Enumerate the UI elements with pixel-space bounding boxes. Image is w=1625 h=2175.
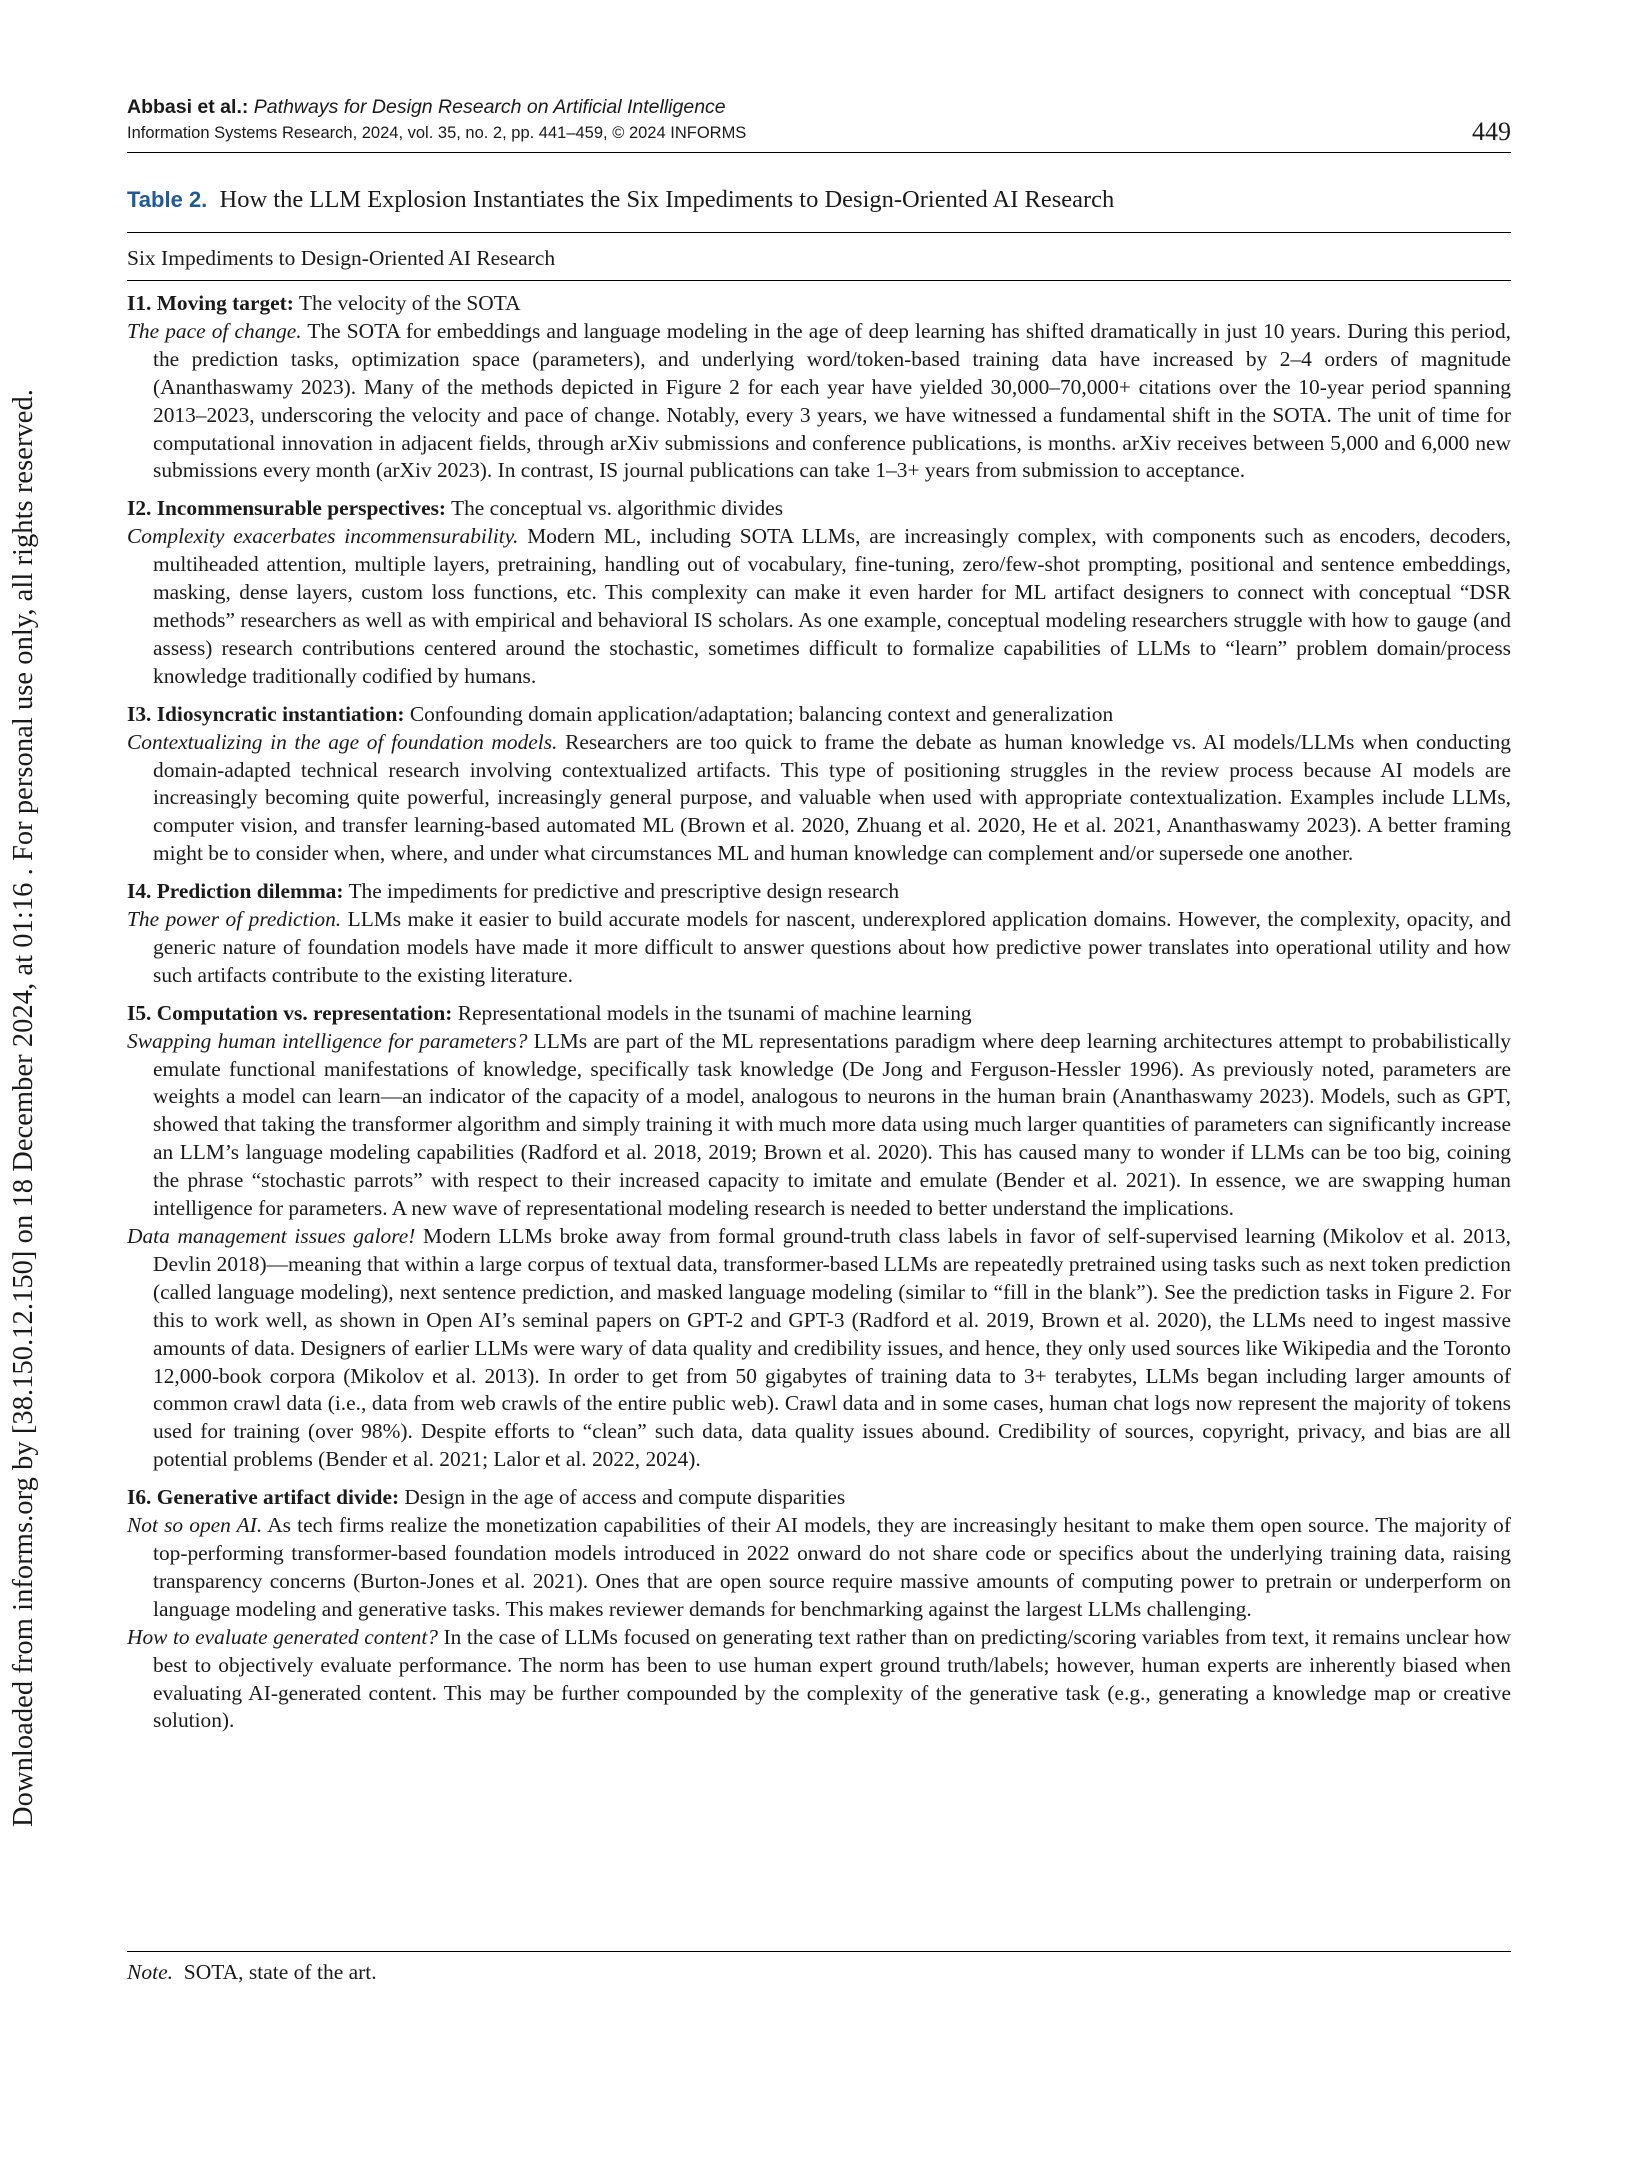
header-journal: Information Systems Research, 2024, vol. 35, no. 2, pp. 441–459, © 2024 INFORMS — [127, 124, 747, 142]
impediment-title — [127, 878, 1511, 906]
paragraph-text: Modern ML, including SOTA LLMs, are increasingly complex, with components such as encoders, decoders, multiheaded attention, multiple layers, pretraining, handling out of vocabulary, fine-tuning, zero/few-shot prompting, positional and sentence embeddings, masking, dense layers, custom loss functions, etc. This complexity can make it even harder for ML artifact designers to connect with conceptual “DSR methods” researchers as well as with empirical and behavioral IS scholars. As one example, conceptual modeling researchers struggle with how to gauge (and assess) research contributions centered around the stochastic, sometimes difficult to formalize capabilities of LLMs to “learn” problem domain/process knowledge traditionally codified by humans. — [153, 524, 1512, 688]
paragraph-text: In the case of LLMs focused on generating text rather than on predicting/scoring variables from text, it remains unclear how best to objectively evaluate performance. The norm has been to use human expert ground truth/labels; however, human experts are inherently biased when evaluating AI-generated content. This may be further compounded by the complexity of the generative task (e.g., generating a knowledge map or creative solution). — [153, 1624, 1511, 1733]
paragraph-text: The SOTA for embeddings and language modeling in the age of deep learning has shifted dramatically in just 10 years. During this period, the prediction tasks, optimization space (parameters), and underlying word/token-based training data have increased by 2–4 orders of magnitude (Ananthaswamy 2023). Many of the methods depicted in Figure 2 for each year have yielded 30,000–70,000+ citations over the 10-year period spanning 2013–2023, underscoring the velocity and pace of change. Notably, every 3 years, we have witnessed a fundamental shift in the SOTA. The unit of time for computational innovation in adjacent fields, through arXiv submissions and conference publications, is months. arXiv receives between 5,000 and 6,000 new submissions every month (arXiv 2023). In contrast, IS journal publications can take 1–3+ years from submission to acceptance. — [153, 318, 1511, 483]
impediment-label: I2. Incommensurable perspectives: — [127, 496, 447, 521]
paragraph-lead: Complexity exacerbates incommensurability. — [127, 524, 519, 549]
table-title: How the LLM Explosion Instantiates the Six Impediments to Design-Oriented AI Research — [219, 186, 1115, 213]
paragraph-text: Modern LLMs broke away from formal ground-truth class labels in favor of self-supervised learning (Mikolov et al. 2013, Devlin 2018)—meaning that within a large corpus of textual data, transformer-based LLMs are repeatedly pretrained using tasks such as next token prediction (called language modeling), next sentence prediction, and masked language modeling (similar to “fill in the blank”). See the prediction tasks in Figure 2. For this to work well, as shown in Open AI’s seminal papers on GPT-2 and GPT-3 (Radford et al. 2019, Brown et al. 2020), the LLMs need to ingest massive amounts of data. Designers of earlier LLMs were wary of data quality and credibility issues, and hence, they only used sources like Wikipedia and the Toronto 12,000-book corpora (Mikolov et al. 2013). In order to get from 50 gigabytes of training data to 3+ terabytes, LLMs began including larger amounts of common crawl data (i.e., data from web crawls of the entire public web). Crawl data and in some cases, human chat logs now represent the majority of tokens used for training (over 98%). Despite efforts to “clean” such data, data quality issues abound. Credibility of sources, copyright, privacy, and bias are all potential problems (Bender et al. 2021; Lalor et al. 2022, 2024). — [153, 1224, 1511, 1472]
impediment-subtitle: Representational models in the tsunami of machine learning — [457, 1000, 972, 1025]
header-authors: Abbasi et al.: — [127, 96, 249, 118]
impediment-subtitle: Design in the age of access and compute disparities — [404, 1485, 846, 1510]
download-notice: Downloaded from informs.org by [38.150.12.150] on 18 December 2024, at 01:16 . For personal use only, all rights reserved. — [8, 389, 39, 1827]
table-body — [127, 290, 1511, 1745]
paragraph-lead: Swapping human intelligence for parameters? — [127, 1028, 528, 1053]
paragraph-text: Researchers are too quick to frame the debate as human knowledge vs. AI models/LLMs when conducting domain-adapted technical research involving contextualized artifacts. This type of positioning struggles in the review process because AI models are increasingly becoming quite powerful, increasingly general purpose, and valuable when used with appropriate contextualization. Examples include LLMs, computer vision, and transfer learning-based automated ML (Brown et al. 2020, Zhuang et al. 2020, He et al. 2021, Ananthaswamy 2023). A better framing might be to consider when, where, and under what circumstances ML and human knowledge can complement and/or supersede one another. — [153, 729, 1511, 866]
table-bottom-rule — [127, 1951, 1511, 1952]
note-label: Note. — [127, 1960, 173, 1984]
table-header-rule — [127, 280, 1511, 281]
impediment-title — [127, 290, 1511, 318]
page-number: 449 — [1472, 117, 1511, 146]
impediment-paragraph — [127, 906, 1511, 990]
table-note — [127, 1960, 377, 1985]
download-watermark — [4, 0, 44, 2175]
table-top-rule — [127, 232, 1511, 233]
impediment-title — [127, 701, 1511, 729]
impediment-section — [127, 290, 1511, 485]
paragraph-text: LLMs are part of the ML representations paradigm where deep learning architectures attempt to probabilistically emulate functional manifestations of knowledge, specifically task knowledge (De Jong and Ferguson-Hessler 1996). As previously noted, parameters are weights a model can learn—an indicator of the capacity of a model, analogous to neurons in the human brain (Ananthaswamy 2023). Models, such as GPT, showed that taking the transformer algorithm and simply training it with much more data using much larger quantities of parameters can significantly increase an LLM’s language modeling capabilities (Radford et al. 2018, 2019; Brown et al. 2020). This has caused many to wonder if LLMs can be too big, coining the phrase “stochastic parrots” with respect to their increased capacity to imitate and emulate (Bender et al. 2021). In essence, we are swapping human intelligence for parameters. A new wave of representational modeling research is needed to better understand the implications. — [153, 1028, 1511, 1221]
paragraph-lead: How to evaluate generated content? — [127, 1624, 438, 1649]
impediment-title — [127, 1484, 1511, 1512]
impediment-label: I1. Moving target: — [127, 291, 294, 315]
impediment-paragraph — [127, 1223, 1511, 1474]
impediment-section — [127, 495, 1511, 690]
paragraph-lead: Not so open AI. — [127, 1513, 263, 1538]
impediment-paragraph — [127, 1028, 1511, 1223]
impediment-section — [127, 878, 1511, 990]
impediment-title — [127, 495, 1511, 523]
paragraph-lead: The power of prediction. — [127, 907, 342, 932]
paragraph-lead: The pace of change. — [127, 318, 302, 343]
impediment-paragraph — [127, 523, 1511, 690]
impediment-label: I4. Prediction dilemma: — [127, 879, 344, 904]
impediment-paragraph — [127, 318, 1511, 485]
table-caption — [127, 186, 1114, 214]
header-citation — [127, 96, 726, 119]
paragraph-text: As tech firms realize the monetization capabilities of their AI models, they are increasingly hesitant to make them open source. The majority of top-performing transformer-based foundation models introduced in 2022 onward do not share code or specifics about the underlying training data, raising transparency concerns (Burton-Jones et al. 2021). Ones that are open source require massive amounts of computing power to pretrain or underperform on language modeling and generative tasks. This makes reviewer demands for benchmarking against the largest LLMs challenging. — [153, 1513, 1511, 1621]
running-header — [127, 96, 1511, 153]
impediment-section — [127, 701, 1511, 868]
impediment-subtitle: The velocity of the SOTA — [298, 291, 521, 315]
impediment-label: I5. Computation vs. representation: — [127, 1000, 453, 1025]
impediment-label: I3. Idiosyncratic instantiation: — [127, 701, 405, 726]
impediment-paragraph — [127, 729, 1511, 869]
paragraph-lead: Data management issues galore! — [127, 1224, 416, 1248]
impediment-paragraph — [127, 1512, 1511, 1624]
impediment-section — [127, 1484, 1511, 1735]
impediment-title — [127, 1000, 1511, 1028]
impediment-subtitle: Confounding domain application/adaptation; balancing context and generalization — [409, 701, 1114, 726]
table-label: Table 2. — [127, 187, 208, 212]
impediment-subtitle: The conceptual vs. algorithmic divides — [451, 496, 784, 521]
impediment-section — [127, 1000, 1511, 1474]
header-article-title: Pathways for Design Research on Artificial Intelligence — [253, 96, 726, 118]
impediment-paragraph — [127, 1624, 1511, 1736]
note-text: SOTA, state of the art. — [183, 1960, 377, 1984]
paragraph-lead: Contextualizing in the age of foundation models. — [127, 729, 558, 754]
paragraph-text: LLMs make it easier to build accurate models for nascent, underexplored application domains. However, the complexity, opacity, and generic nature of foundation models have made it more difficult to answer questions about how predictive power translates into operational utility and how such artifacts contribute to the existing literature. — [153, 907, 1511, 987]
table-column-header: Six Impediments to Design-Oriented AI Research — [127, 246, 556, 270]
impediment-subtitle: The impediments for predictive and prescriptive design research — [348, 879, 900, 904]
impediment-label: I6. Generative artifact divide: — [127, 1485, 400, 1510]
